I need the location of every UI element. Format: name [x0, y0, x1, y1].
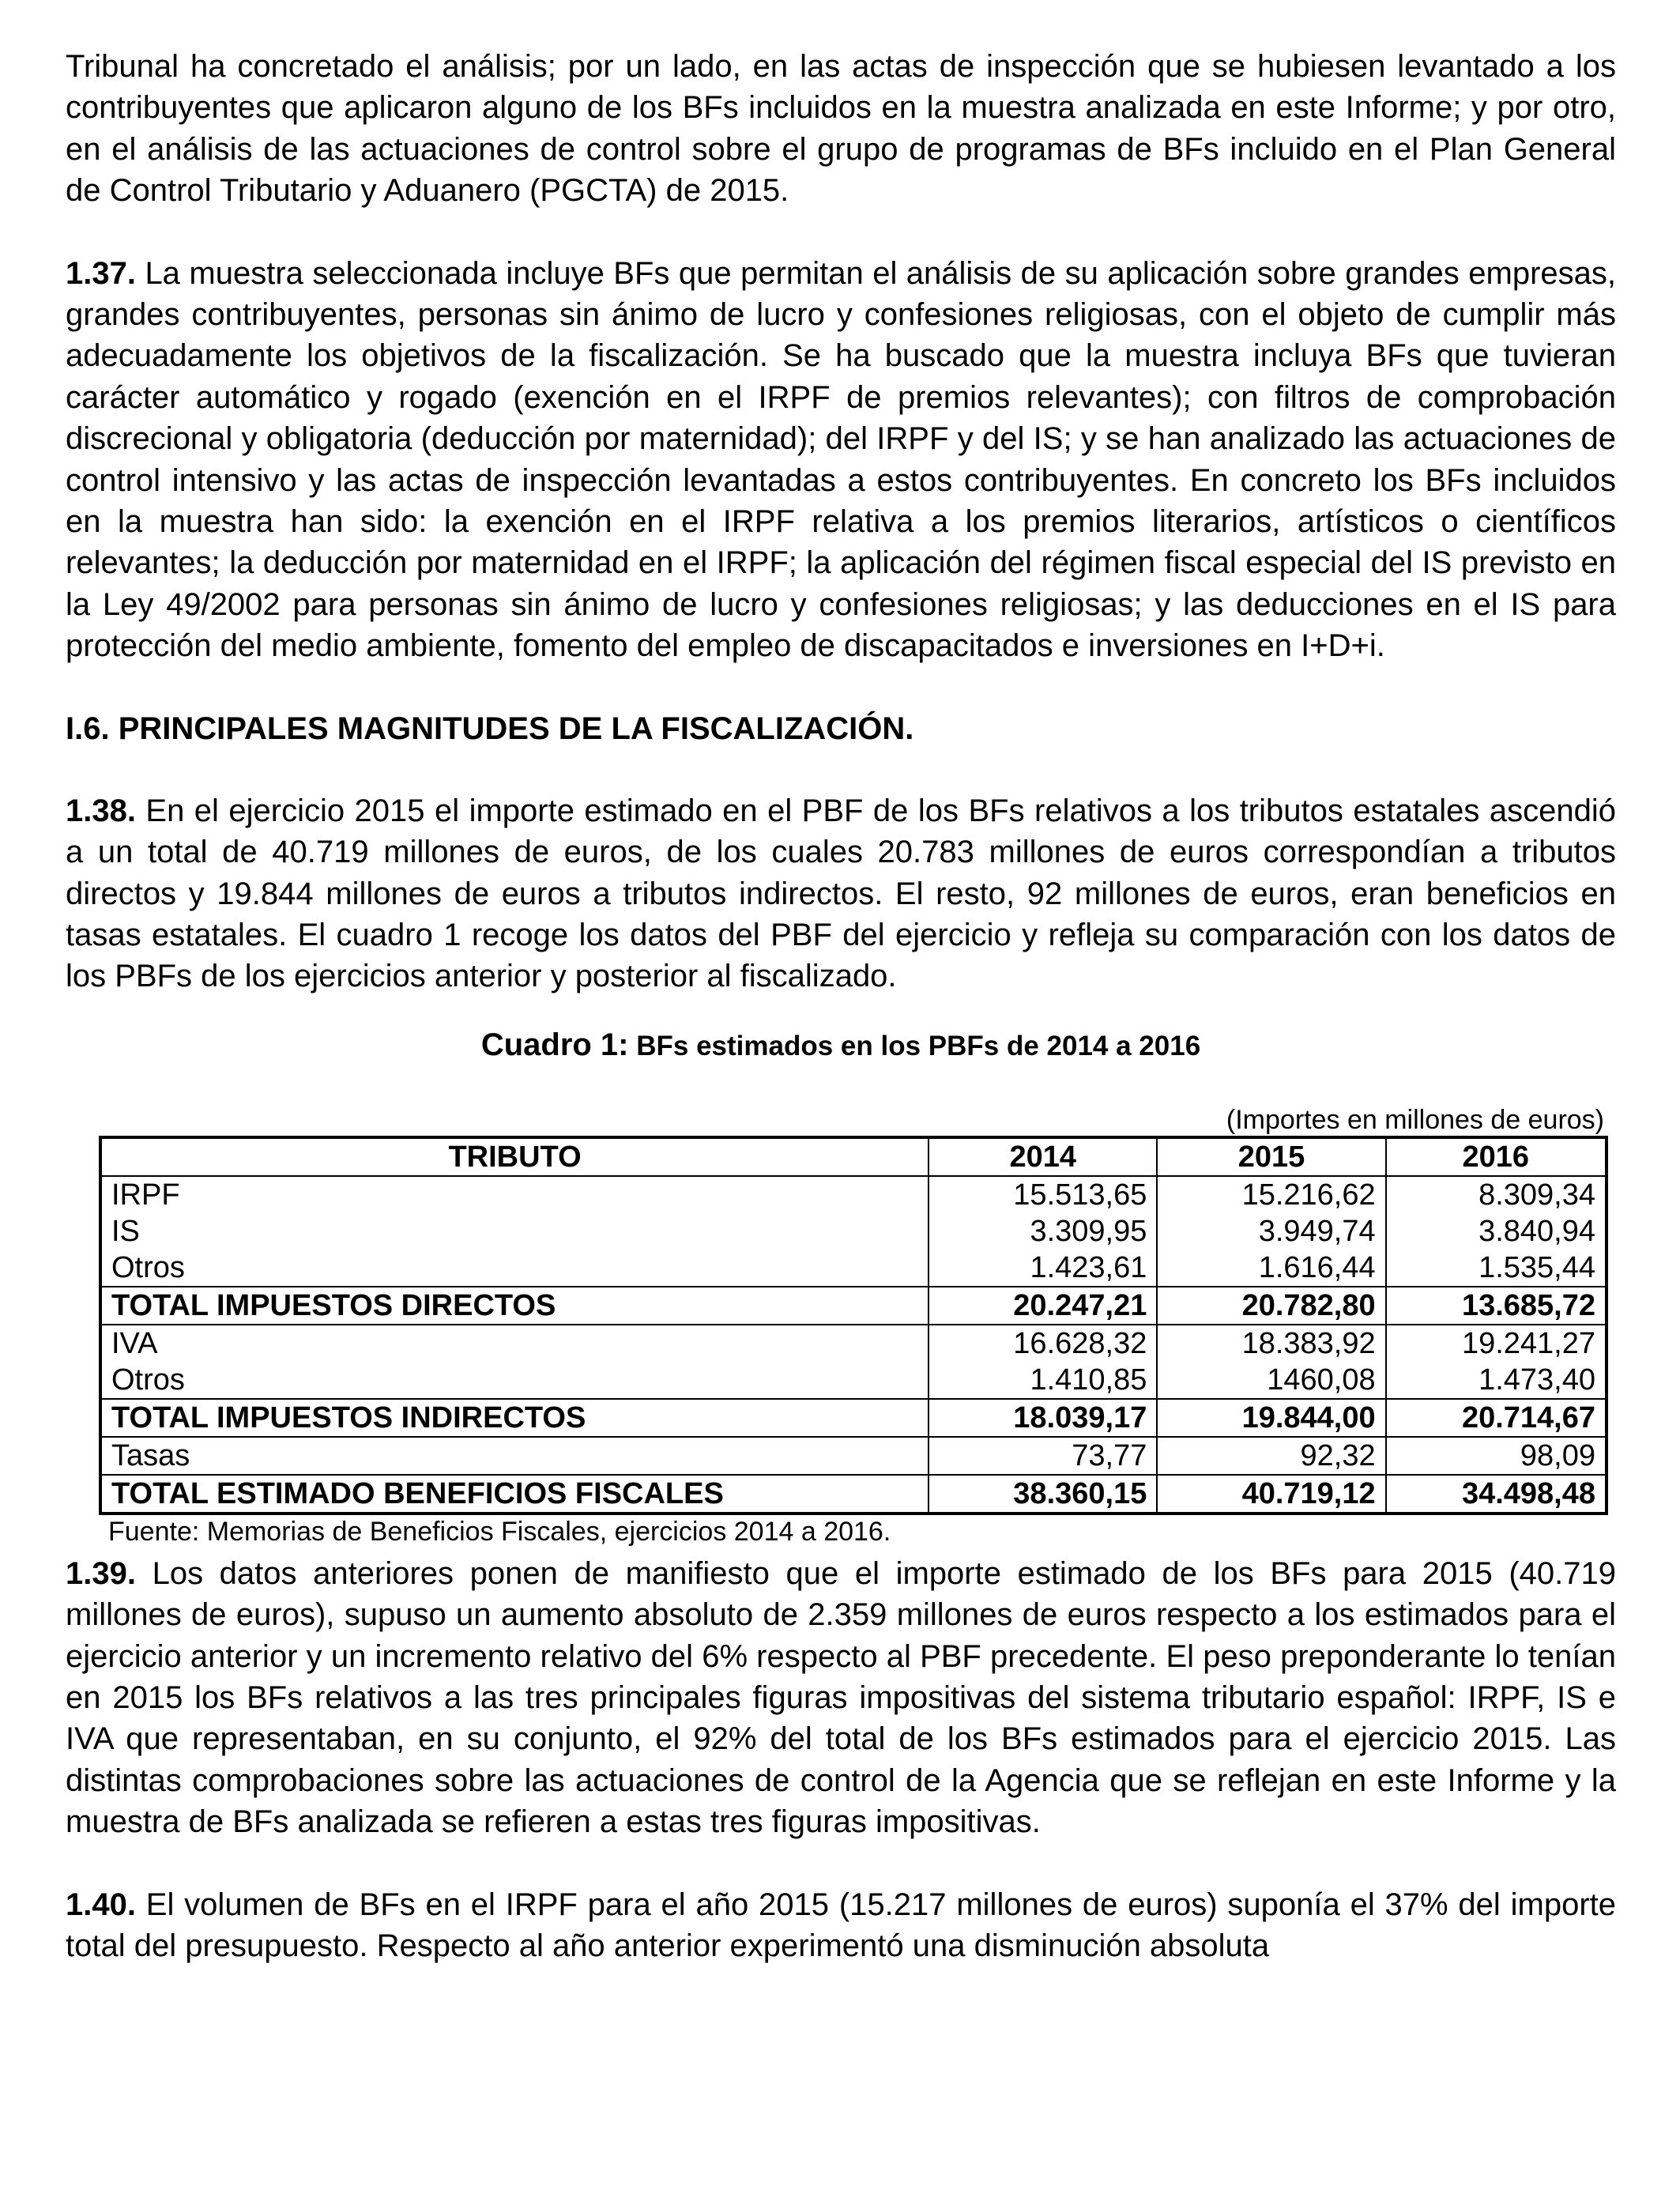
- data-table: [99, 1136, 1608, 1515]
- paragraph-continuation: Tribunal ha concretado el análisis; por un lado, en las actas de inspección que se hubiesen levantado a los contribuyentes que aplicaron alguno de los BFs incluidos en la muestra analizada en este Informe; y por otro, en el análisis de las actuaciones de control sobre el grupo de programas de BFs incluido en el Plan General de Control Tributario y Aduanero (PGCTA) de 2015.: [66, 49, 1616, 209]
- row-label: Otros: [100, 1250, 929, 1287]
- paragraph-1-40: [66, 1884, 1616, 1967]
- table-row: [100, 1362, 1607, 1399]
- table-total-row: [100, 1287, 1607, 1325]
- table-header-row: [100, 1137, 1607, 1176]
- table-cell: 1.616,44: [1157, 1250, 1385, 1287]
- table-caption-label: Cuadro 1:: [480, 1027, 629, 1062]
- paragraph-text: Los datos anteriores ponen de manifiesto que el importe estimado de los BFs para 2015 (40.719 millones de euros), supuso un aumento absoluto de 2.359 millones de euros respecto a los estimados para el ejercicio anterior y un incremento relativo del 6% respecto al PBF precedente. El peso preponderante lo tenían en 2015 los BFs relativos a las tres principales figuras impositivas del sistema tributario español: IRPF, IS e IVA que representaban, en su conjunto, el 92% del total de los BFs estimados para el ejercicio 2015. Las distintas comprobaciones sobre las actuaciones de control de la Agencia que se reflejan en este Informe y la muestra de BFs analizada se refieren a estas tres figuras impositivas.: [66, 1555, 1616, 1840]
- table-cell: 15.216,62: [1157, 1176, 1385, 1213]
- table-cell: 1.473,40: [1386, 1362, 1607, 1399]
- table-cell: 1460,08: [1157, 1362, 1385, 1399]
- table-cell: 92,32: [1157, 1437, 1385, 1475]
- table-cell: 19.844,00: [1157, 1399, 1385, 1437]
- column-header: 2016: [1386, 1137, 1607, 1176]
- table-grand-total-row: [100, 1475, 1607, 1514]
- table-cell: 20.247,21: [929, 1287, 1157, 1325]
- paragraph-text: El volumen de BFs en el IRPF para el año 2015 (15.217 millones de euros) suponía el 37% del importe total del presupuesto. Respecto al año anterior experimentó una disminución absoluta: [66, 1887, 1616, 1963]
- table-cell: 18.039,17: [929, 1399, 1157, 1437]
- table-row: [100, 1250, 1607, 1287]
- column-header: TRIBUTO: [100, 1137, 929, 1176]
- table-cell: 1.535,44: [1386, 1250, 1607, 1287]
- table-row: [100, 1213, 1607, 1250]
- row-label: Otros: [100, 1362, 929, 1399]
- paragraph-1-38: [66, 790, 1616, 997]
- table-cell: 20.714,67: [1386, 1399, 1607, 1437]
- table-row: [100, 1176, 1607, 1213]
- table-cell: 19.241,27: [1386, 1325, 1607, 1362]
- table-caption-title: BFs estimados en los PBFs de 2014 a 2016: [628, 1030, 1201, 1061]
- table-cell: 8.309,34: [1386, 1176, 1607, 1213]
- table-caption: [66, 1024, 1616, 1072]
- table-cell: 98,09: [1386, 1437, 1607, 1475]
- paragraph-number: 1.38.: [66, 793, 136, 828]
- paragraph-text: En el ejercicio 2015 el importe estimado en el PBF de los BFs relativos a los tributos estatales ascendió a un total de 40.719 millones de euros, de los cuales 20.783 millones de euros correspondían a tributos directos y 19.844 millones de euros a tributos indirectos. El resto, 92 millones de euros, eran beneficios en tasas estatales. El cuadro 1 recoge los datos del PBF del ejercicio y refleja su comparación con los datos de los PBFs de los ejercicios anterior y posterior al fiscalizado.: [66, 793, 1616, 994]
- table-source-note: Fuente: Memorias de Beneficios Fiscales, ejercicios 2014 a 2016.: [108, 1516, 891, 1547]
- paragraph-number: 1.37.: [66, 255, 136, 291]
- table-cell: 16.628,32: [929, 1325, 1157, 1362]
- paragraph-number: 1.40.: [66, 1887, 136, 1922]
- row-label: Tasas: [100, 1437, 929, 1475]
- paragraph-text: La muestra seleccionada incluye BFs que permitan el análisis de su aplicación sobre grandes empresas, grandes contribuyentes, personas sin ánimo de lucro y confesiones religiosas, con el objeto de cumplir más adecuadamente los objetivos de la fiscalización. Se ha buscado que la muestra incluya BFs que tuvieran carácter automático y rogado (exención en el IRPF de premios relevantes); con filtros de comprobación discrecional y obligatoria (deducción por maternidad); del IRPF y del IS; y se han analizado las actuaciones de control intensivo y las actas de inspección levantadas a estos contribuyentes. En concreto los BFs incluidos en la muestra han sido: la exención en el IRPF relativa a los premios literarios, artísticos o científicos relevantes; la deducción por maternidad en el IRPF; la aplicación del régimen fiscal especial del IS previsto en la Ley 49/2002 para personas sin ánimo de lucro y confesiones religiosas; y las deducciones en el IS para protección del medio ambiente, fomento del empleo de discapacitados e inversiones en I+D+i.: [66, 255, 1616, 664]
- table-cell: 1.410,85: [929, 1362, 1157, 1399]
- table-cell: 38.360,15: [929, 1475, 1157, 1514]
- row-label: IS: [100, 1213, 929, 1250]
- table-units-note: (Importes en millones de euros): [1226, 1104, 1604, 1135]
- table-cell: 3.309,95: [929, 1213, 1157, 1250]
- table-cell: 40.719,12: [1157, 1475, 1385, 1514]
- row-label: TOTAL IMPUESTOS INDIRECTOS: [100, 1399, 929, 1437]
- row-label: IRPF: [100, 1176, 929, 1213]
- row-label: TOTAL ESTIMADO BENEFICIOS FISCALES: [100, 1475, 929, 1514]
- table-row: [100, 1437, 1607, 1475]
- paragraph-1-39: [66, 1553, 1616, 1843]
- table-cell: 18.383,92: [1157, 1325, 1385, 1362]
- document-page: [66, 46, 1616, 1966]
- column-header: 2015: [1157, 1137, 1385, 1176]
- table-cell: 20.782,80: [1157, 1287, 1385, 1325]
- table-cell: 1.423,61: [929, 1250, 1157, 1287]
- section-heading: I.6. PRINCIPALES MAGNITUDES DE LA FISCALIZACIÓN.: [66, 711, 914, 746]
- table-cell: 73,77: [929, 1437, 1157, 1475]
- paragraph-1-37: [66, 253, 1616, 667]
- paragraph-number: 1.39.: [66, 1555, 136, 1591]
- table-cell: 3.949,74: [1157, 1213, 1385, 1250]
- row-label: IVA: [100, 1325, 929, 1362]
- column-header: 2014: [929, 1137, 1157, 1176]
- table-total-row: [100, 1399, 1607, 1437]
- table-cell: 15.513,65: [929, 1176, 1157, 1213]
- row-label: TOTAL IMPUESTOS DIRECTOS: [100, 1287, 929, 1325]
- table-cell: 34.498,48: [1386, 1475, 1607, 1514]
- table-cell: 3.840,94: [1386, 1213, 1607, 1250]
- table-cell: 13.685,72: [1386, 1287, 1607, 1325]
- table-row: [100, 1325, 1607, 1362]
